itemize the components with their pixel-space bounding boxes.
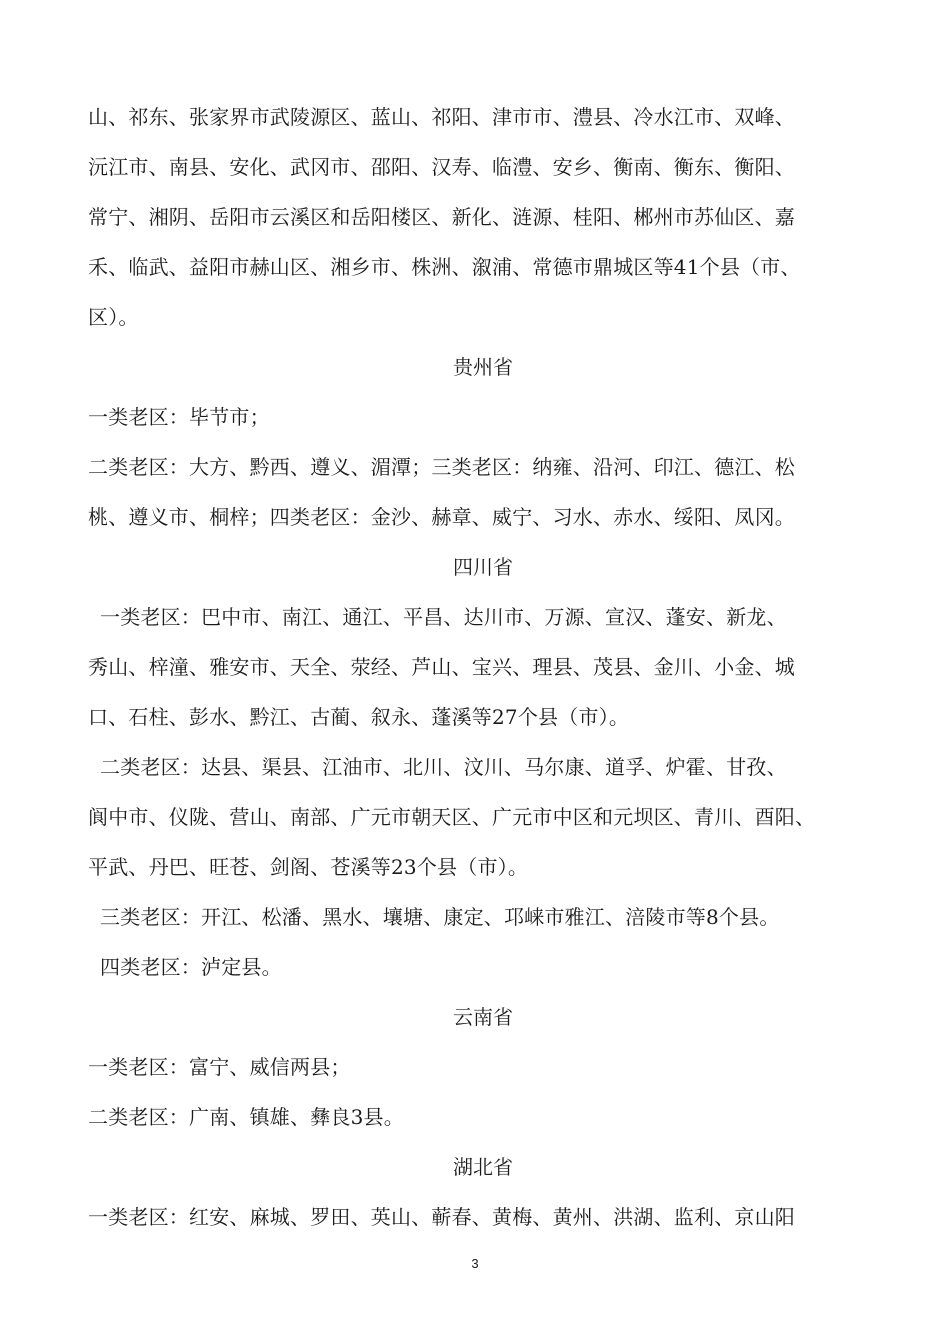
body-line: 四类老区：泸定县。 (100, 955, 282, 979)
body-line: 桃、遵义市、桐梓；四类老区：金沙、赫章、威宁、习水、赤水、绥阳、凤冈。 (88, 505, 795, 529)
body-line: 常宁、湘阴、岳阳市云溪区和岳阳楼区、新化、涟源、桂阳、郴州市苏仙区、嘉 (88, 205, 795, 229)
section-heading-guizhou: 贵州省 (453, 355, 513, 379)
body-line: 沅江市、南县、安化、武冈市、邵阳、汉寿、临澧、安乡、衡南、衡东、衡阳、 (88, 155, 795, 179)
section-heading-sichuan: 四川省 (453, 555, 513, 579)
body-line: 一类老区：红安、麻城、罗田、英山、蕲春、黄梅、黄州、洪湖、监利、京山阳 (88, 1205, 795, 1229)
body-line: 阆中市、仪陇、营山、南部、广元市朝天区、广元市中区和元坝区、青川、酉阳、 (88, 805, 816, 829)
body-line: 山、祁东、张家界市武陵源区、蓝山、祁阳、津市市、澧县、冷水江市、双峰、 (88, 105, 795, 129)
body-line: 区）。 (88, 305, 139, 329)
body-line: 一类老区：巴中市、南江、通江、平昌、达川市、万源、宣汉、蓬安、新龙、 (100, 605, 787, 629)
page-number: 3 (471, 1256, 479, 1271)
body-line: 禾、临武、益阳市赫山区、湘乡市、株洲、溆浦、常德市鼎城区等41个县（市、 (88, 255, 801, 279)
body-line: 三类老区：开江、松潘、黑水、壤塘、康定、邛崃市雅江、涪陵市等8个县。 (100, 905, 780, 929)
body-line: 一类老区：富宁、威信两县； (88, 1055, 351, 1079)
body-line: 二类老区：大方、黔西、遵义、湄潭；三类老区：纳雍、沿河、印江、德江、松 (88, 455, 795, 479)
section-heading-hubei: 湖北省 (453, 1155, 513, 1179)
body-line: 二类老区：达县、渠县、江油市、北川、汶川、马尔康、道孚、炉霍、甘孜、 (100, 755, 787, 779)
body-line: 一类老区：毕节市； (88, 405, 270, 429)
body-line: 口、石柱、彭水、黔江、古蔺、叙永、蓬溪等27个县（市）。 (88, 705, 630, 729)
body-line: 二类老区：广南、镇雄、彝良3县。 (88, 1105, 404, 1129)
body-line: 平武、丹巴、旺苍、剑阁、苍溪等23个县（市）。 (88, 855, 529, 879)
body-line: 秀山、梓潼、雅安市、天全、荥经、芦山、宝兴、理县、茂县、金川、小金、城 (88, 655, 795, 679)
section-heading-yunnan: 云南省 (453, 1005, 513, 1029)
document-body (88, 92, 878, 1242)
